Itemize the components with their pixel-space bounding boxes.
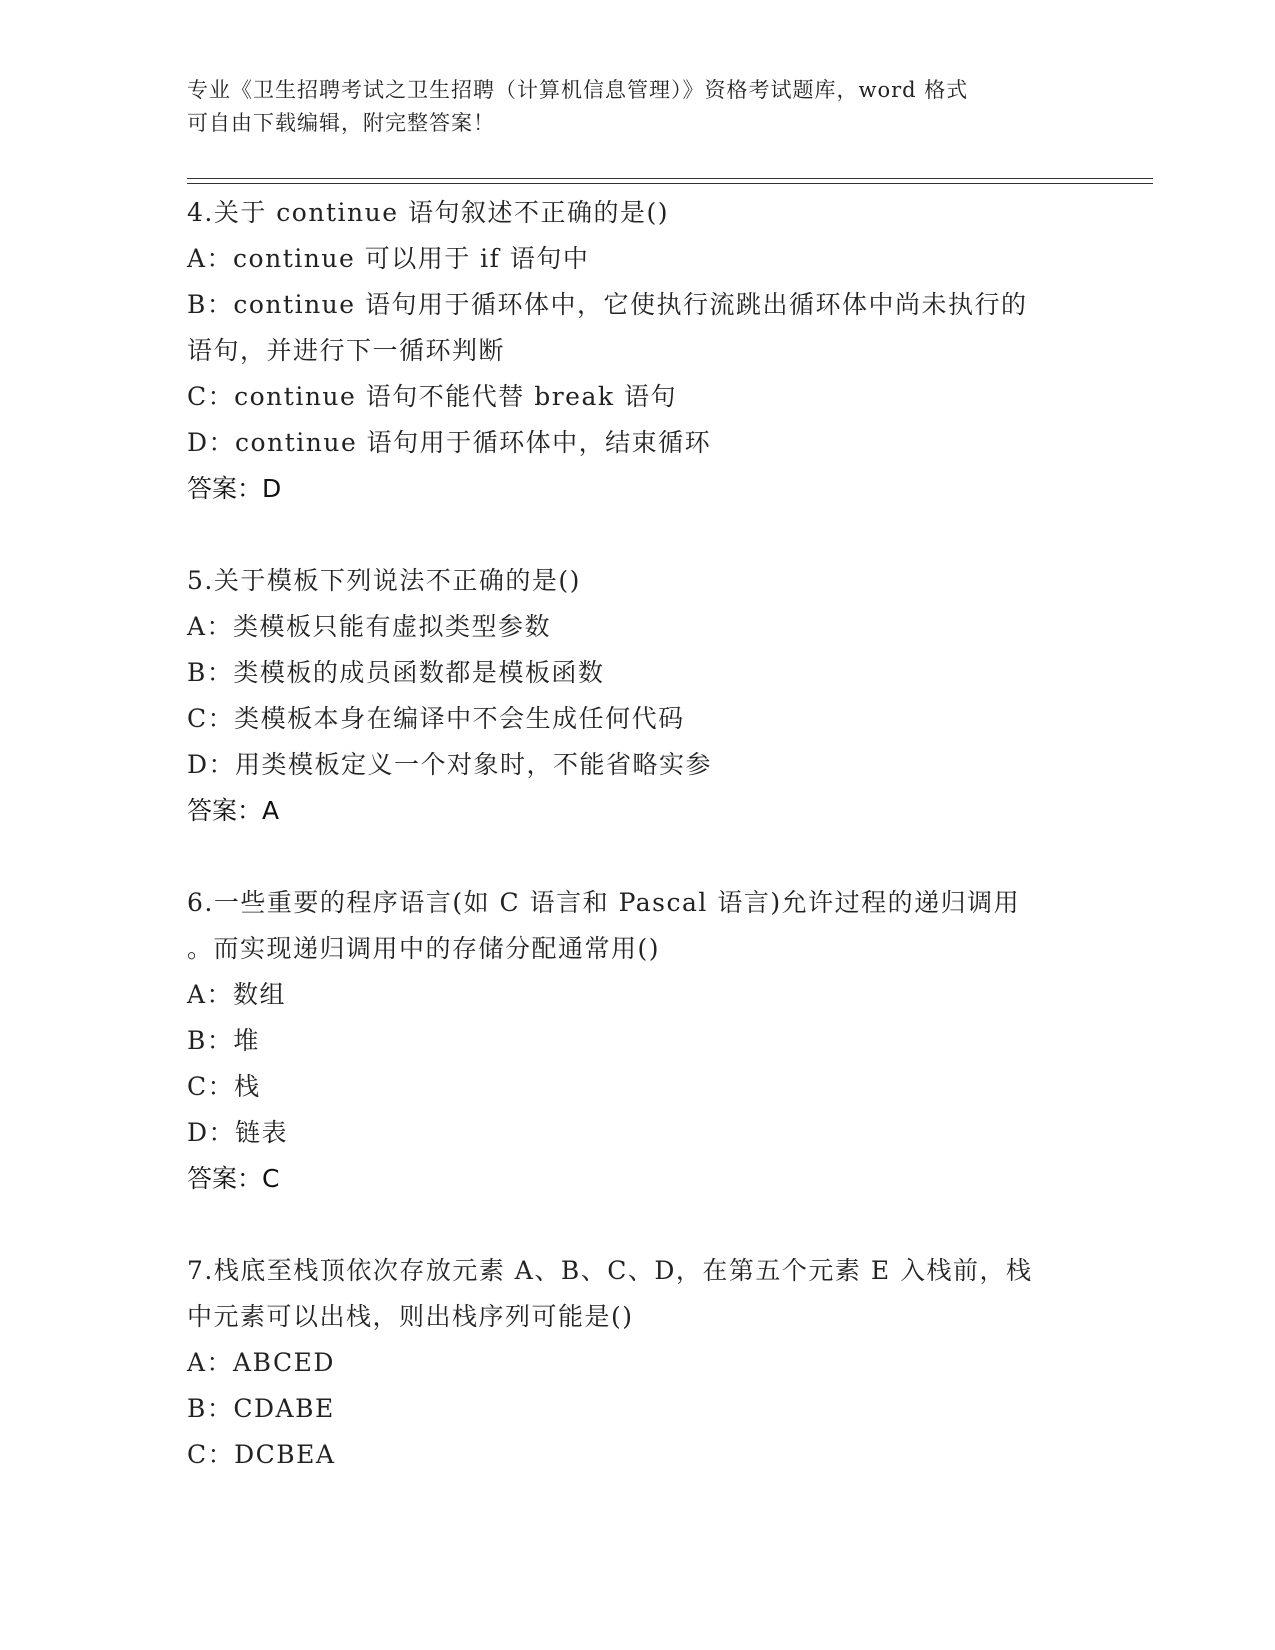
option-c: C：类模板本身在编译中不会生成任何代码 — [187, 704, 685, 733]
question-stem: 5.关于模板下列说法不正确的是() — [187, 566, 581, 595]
option-b: B：类模板的成员函数都是模板函数 — [187, 658, 605, 687]
question-list — [187, 190, 1087, 1524]
option-b: B：CDABE — [187, 1394, 335, 1423]
header-line-2: 可自由下载编辑，附完整答案！ — [187, 111, 495, 135]
option-b: B：continue 语句用于循环体中，它使执行流跳出循环体中尚未执行的 — [187, 290, 1028, 319]
option-a: A：ABCED — [187, 1348, 335, 1377]
answer-label: 答案：C — [187, 1164, 280, 1193]
header-divider-top — [187, 178, 1153, 179]
option-c: C：continue 语句不能代替 break 语句 — [187, 382, 677, 411]
option-c: C：DCBEA — [187, 1440, 336, 1469]
option-d: D：continue 语句用于循环体中，结束循环 — [187, 428, 712, 457]
header-divider-bottom — [187, 183, 1153, 184]
question-4 — [187, 190, 1087, 512]
option-d: D：用类模板定义一个对象时，不能省略实参 — [187, 750, 713, 779]
question-stem: 4.关于 continue 语句叙述不正确的是() — [187, 198, 669, 227]
option-d: D：链表 — [187, 1118, 289, 1147]
answer-label: 答案：A — [187, 796, 280, 825]
header-line-1: 专业《卫生招聘考试之卫生招聘（计算机信息管理）》资格考试题库，word 格式 — [187, 78, 969, 102]
document-header — [187, 74, 1087, 140]
option-a: A：continue 可以用于 if 语句中 — [187, 244, 590, 273]
option-c: C：栈 — [187, 1072, 261, 1101]
option-b: B：堆 — [187, 1026, 260, 1055]
option-a: A：类模板只能有虚拟类型参数 — [187, 612, 552, 641]
option-a: A：数组 — [187, 980, 287, 1009]
question-stem: 6.一些重要的程序语言(如 C 语言和 Pascal 语言)允许过程的递归调用 — [187, 888, 1021, 917]
question-stem-continued: 中元素可以出栈，则出栈序列可能是() — [187, 1302, 634, 1331]
option-b-continued: 语句，并进行下一循环判断 — [187, 336, 506, 365]
question-stem: 7.栈底至栈顶依次存放元素 A、B、C、D，在第五个元素 E 入栈前，栈 — [187, 1256, 1033, 1285]
question-5 — [187, 558, 1087, 834]
answer-label: 答案：D — [187, 474, 282, 503]
question-7 — [187, 1248, 1087, 1478]
question-stem-continued: 。而实现递归调用中的存储分配通常用() — [187, 934, 661, 963]
question-6 — [187, 880, 1087, 1202]
